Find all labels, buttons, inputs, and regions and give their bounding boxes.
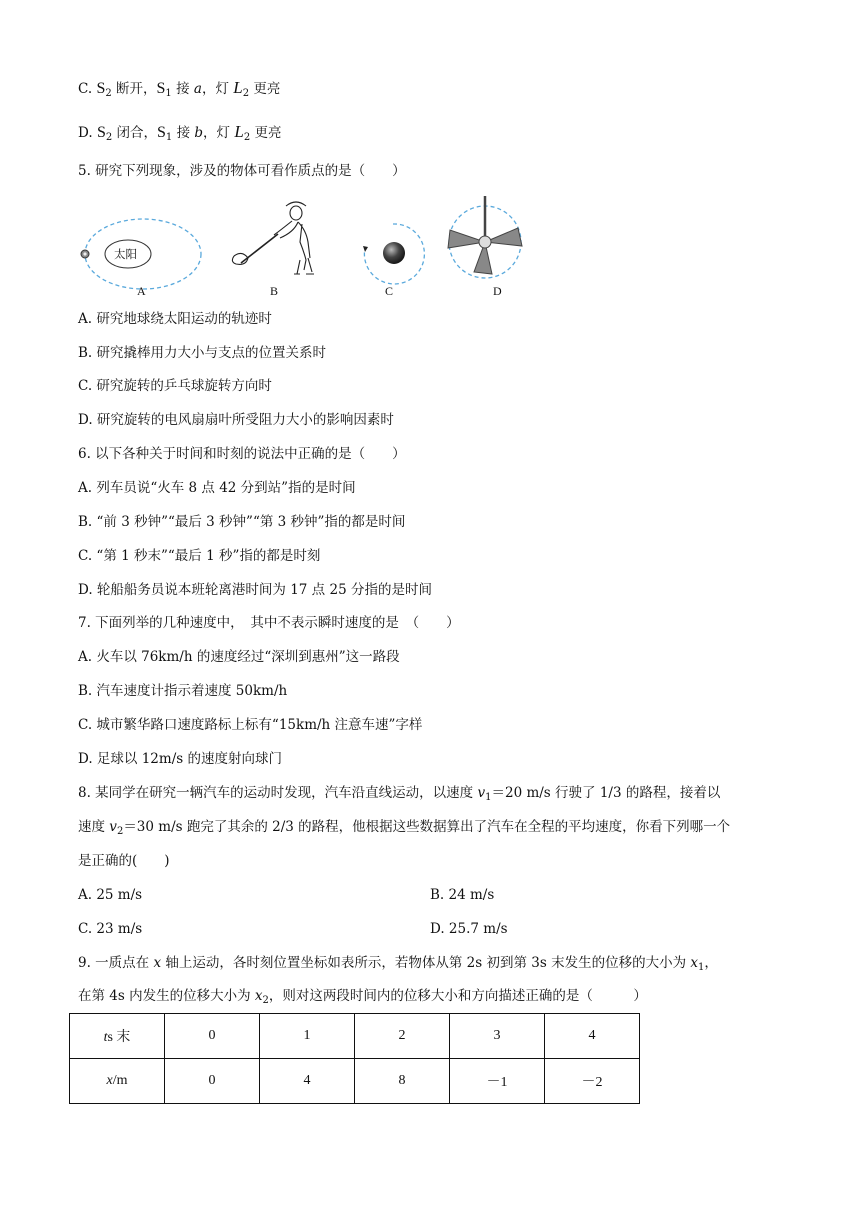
table-cell: 4 bbox=[260, 1059, 355, 1104]
q8-stem-line2: 速度 $v_2=30$ m/s 跑完了其余的 2/3 的路程，他根据这些数据算出了汽车在全程的平均速度，你看下列哪一个 bbox=[78, 819, 731, 837]
table-cell: 2 bbox=[355, 1014, 450, 1059]
figure-label-b: B bbox=[270, 284, 279, 298]
table-row bbox=[70, 1059, 640, 1104]
q8-option-b: B. 24 m/s bbox=[430, 887, 495, 903]
table-cell: －1 bbox=[450, 1059, 545, 1104]
q7-option-a: A. 火车以 76km/h 的速度经过“深圳到惠州”这一路段 bbox=[78, 649, 400, 665]
q4-option-d: D. $S_2$ 闭合，$S_1$ 接 b，灯 $L_2$ 更亮 bbox=[78, 122, 282, 143]
table-header-position: x/m bbox=[70, 1059, 165, 1104]
q9-stem-line1: 9. 一质点在 x 轴上运动，各时刻位置坐标如表所示，若物体从第 2s 初到第 3s 末发生的位移的大小为 $x_1$， bbox=[78, 955, 718, 973]
q5-stem: 5. 研究下列现象，涉及的物体可看作质点的是（ ） bbox=[78, 163, 406, 179]
q4-option-c: C. $S_2$ 断开，$S_1$ 接 a，灯 $L_2$ 更亮 bbox=[78, 78, 281, 99]
q9-position-table bbox=[69, 1013, 640, 1104]
q8-option-a: A. 25 m/s bbox=[78, 887, 143, 903]
q8-option-c: C. 23 m/s bbox=[78, 921, 143, 937]
table-cell: 4 bbox=[545, 1014, 640, 1059]
table-header-time: ts 末 bbox=[70, 1014, 165, 1059]
q7-stem: 7. 下面列举的几种速度中， 其中不表示瞬时速度的是 （ ） bbox=[78, 615, 460, 631]
figure-c-ball bbox=[363, 224, 424, 284]
q7-option-c: C. 城市繁华路口速度路标上标有“15km/h 注意车速”字样 bbox=[78, 717, 423, 733]
q6-stem: 6. 以下各种关于时间和时刻的说法中正确的是（ ） bbox=[78, 446, 406, 462]
q6-option-b: B. “前 3 秒钟”“最后 3 秒钟”“第 3 秒钟”指的都是时间 bbox=[78, 514, 406, 530]
q7-option-b: B. 汽车速度计指示着速度 50km/h bbox=[78, 683, 288, 699]
table-cell: 0 bbox=[165, 1059, 260, 1104]
q5-option-d: D. 研究旋转的电风扇扇叶所受阻力大小的影响因素时 bbox=[78, 412, 394, 428]
table-cell: 1 bbox=[260, 1014, 355, 1059]
q6-option-a: A. 列车员说“火车 8 点 42 分到站”指的是时间 bbox=[78, 480, 356, 496]
figure-label-c: C bbox=[385, 284, 394, 298]
figure-b-crowbar bbox=[232, 202, 314, 274]
table-cell: 8 bbox=[355, 1059, 450, 1104]
q8-stem-line3: 是正确的( ) bbox=[78, 853, 170, 869]
q6-option-c: C. “第 1 秒末”“最后 1 秒”指的都是时刻 bbox=[78, 548, 321, 564]
q7-option-d: D. 足球以 12m/s 的速度射向球门 bbox=[78, 751, 282, 767]
q8-option-d: D. 25.7 m/s bbox=[430, 921, 508, 937]
figure-label-a: A bbox=[137, 284, 146, 298]
figure-label-d: D bbox=[493, 284, 502, 298]
figure-d-fan bbox=[448, 196, 522, 278]
sun-label: 太阳 bbox=[114, 247, 137, 261]
q9-stem-line2: 在第 4s 内发生的位移大小为 $x_2$，则对这两段时间内的位移大小和方向描述正确的是（ ） bbox=[78, 988, 647, 1006]
table-cell: －2 bbox=[545, 1059, 640, 1104]
q6-option-d: D. 轮船船务员说本班轮离港时间为 17 点 25 分指的是时间 bbox=[78, 582, 432, 598]
q5-option-c: C. 研究旋转的乒乓球旋转方向时 bbox=[78, 378, 272, 394]
table-row bbox=[70, 1014, 640, 1059]
table-cell: 0 bbox=[165, 1014, 260, 1059]
q5-option-b: B. 研究撬棒用力大小与支点的位置关系时 bbox=[78, 345, 327, 361]
figure-a-orbit bbox=[81, 219, 201, 289]
q5-option-a: A. 研究地球绕太阳运动的轨迹时 bbox=[78, 311, 272, 327]
table-cell: 3 bbox=[450, 1014, 545, 1059]
q8-stem-line1: 8. 某同学在研究一辆汽车的运动时发现，汽车沿直线运动，以速度 $v_1=20$ m/s 行驶了 1/3 的路程，接着以 bbox=[78, 785, 721, 803]
